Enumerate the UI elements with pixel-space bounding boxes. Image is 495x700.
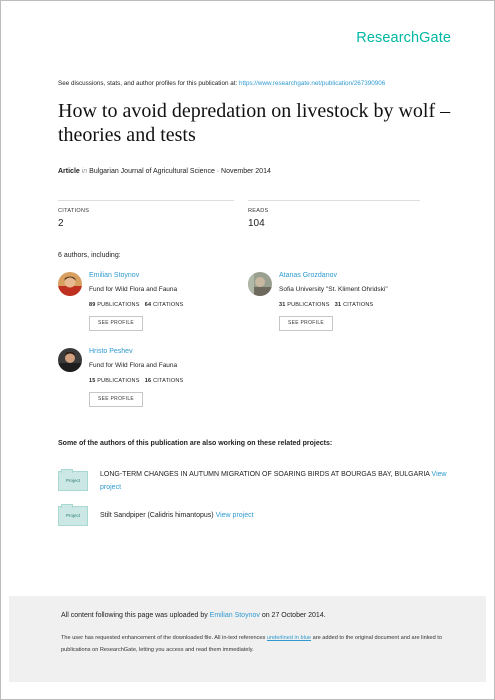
publications-label: PUBLICATIONS xyxy=(97,302,140,308)
uploader-link[interactable]: Emilian Stoynov xyxy=(209,612,260,619)
author-name[interactable]: Hristo Peshev xyxy=(89,348,133,355)
upload-text-pre: All content following this page was uploaded by xyxy=(61,612,208,619)
project-title: LONG-TERM CHANGES IN AUTUMN MIGRATION OF SOARING BIRDS AT BOURGAS BAY, BULGARIA xyxy=(100,471,430,478)
note-text-post: are added to the original document and are linked to publications on ResearchGate, letting you access and read them immediately. xyxy=(61,635,442,653)
researchgate-logo[interactable]: ResearchGate xyxy=(356,30,451,46)
publications-label: PUBLICATIONS xyxy=(97,378,140,384)
publication-meta xyxy=(58,168,271,175)
see-profile-button[interactable]: SEE PROFILE xyxy=(89,316,143,331)
publications-label: PUBLICATIONS xyxy=(287,302,330,308)
author-affiliation: Sofia University "St. Kliment Ohridski" xyxy=(279,286,388,293)
discussion-line xyxy=(58,80,385,87)
related-projects-heading: Some of the authors of this publication are also working on these related projects: xyxy=(58,440,333,447)
citations-count: 31 xyxy=(334,302,342,308)
publications-count: 31 xyxy=(279,302,286,308)
publication-title: How to avoid depredation on livestock by wolf – theories and tests xyxy=(58,100,451,146)
view-project-link[interactable]: View project xyxy=(100,471,447,491)
author-affiliation: Fund for Wild Flora and Fauna xyxy=(89,286,178,293)
author-stats xyxy=(89,302,183,308)
reads-value: 104 xyxy=(248,218,265,229)
citations-label: CITATIONS xyxy=(58,208,90,214)
project-folder-icon: Project xyxy=(58,471,88,491)
project-folder-icon: Project xyxy=(58,506,88,526)
see-profile-button[interactable]: SEE PROFILE xyxy=(89,392,143,407)
author-stats xyxy=(89,378,183,384)
upload-text-post: on 27 October 2014. xyxy=(261,612,326,619)
project-title: Stilt Sandpiper (Calidris himantopus) xyxy=(100,512,214,519)
author-name[interactable]: Emilian Stoynov xyxy=(89,272,140,279)
avatar[interactable] xyxy=(58,272,82,296)
note-text-pre: The user has requested enhancement of the downloaded file. All in-text references xyxy=(61,635,266,641)
view-project-link[interactable]: View project xyxy=(215,512,254,519)
publication-type: Article xyxy=(58,168,80,175)
publications-count: 15 xyxy=(89,378,96,384)
avatar[interactable] xyxy=(248,272,272,296)
publications-count: 89 xyxy=(89,302,96,308)
publication-url-link[interactable]: https://www.researchgate.net/publication/267390906 xyxy=(238,80,386,87)
enhancement-note xyxy=(61,632,451,656)
see-profile-button[interactable]: SEE PROFILE xyxy=(279,316,333,331)
journal-info: Bulgarian Journal of Agricultural Science · November 2014 xyxy=(89,168,271,175)
discussion-text: See discussions, stats, and author profiles for this publication at: xyxy=(58,80,238,87)
citations-label: CITATIONS xyxy=(343,302,374,308)
avatar[interactable] xyxy=(58,348,82,372)
citations-divider xyxy=(58,200,234,201)
author-name[interactable]: Atanas Grozdanov xyxy=(279,272,337,279)
reads-label: READS xyxy=(248,208,269,214)
reads-divider xyxy=(248,200,420,201)
upload-info xyxy=(61,612,326,619)
project-text xyxy=(100,468,450,494)
underlined-sample: underlined in blue xyxy=(266,635,312,641)
authors-heading: 6 authors, including: xyxy=(58,252,121,259)
citations-value: 2 xyxy=(58,218,64,229)
upload-footer xyxy=(9,596,486,682)
citations-label: CITATIONS xyxy=(153,302,184,308)
citations-count: 16 xyxy=(144,378,152,384)
project-text xyxy=(100,509,450,522)
citations-label: CITATIONS xyxy=(153,378,184,384)
citations-count: 64 xyxy=(144,302,152,308)
meta-in: in xyxy=(81,168,88,175)
author-affiliation: Fund for Wild Flora and Fauna xyxy=(89,362,178,369)
author-stats xyxy=(279,302,373,308)
